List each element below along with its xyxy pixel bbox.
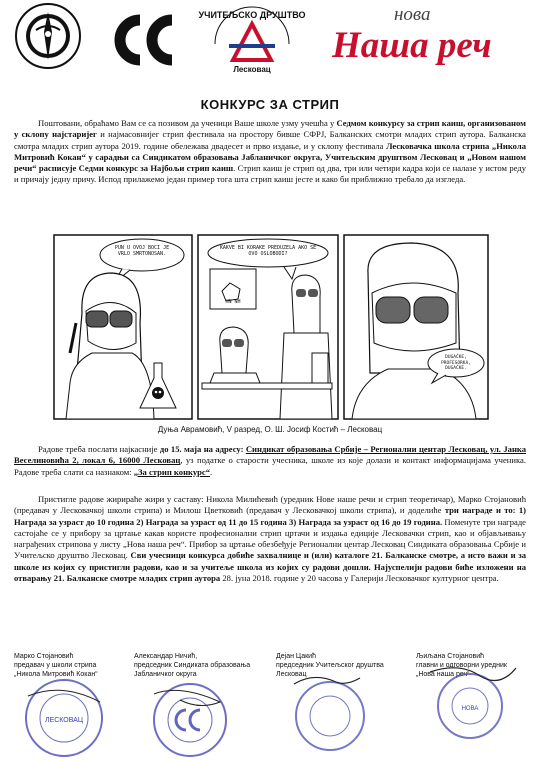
intro-text-2: и најмасовнијег стрип фестивала на простору бивше СФРЈ, Балканских смотри младих стрип аутора. Балканска смотра младих стрип аутора 2019. године обележава двадесет и прво издање, и у склопу фестивала [14, 129, 526, 151]
logo-teachers-society [198, 4, 306, 76]
signature-role: председник Синдиката образовања [134, 662, 251, 669]
jury-bold-2: Сви учесници конкурса добиће захвалнице и (или) каталоге 21. Балканске смотре, а исто важи и за школе из којих су пристигли радови, као и за учитеље школа из којих су радови дошли. Најуспелији радови биће изложени на отварању 21. Балканске смотре младих стрип аутора [14, 550, 526, 584]
signature-name: Љиљана Стојановић [416, 653, 485, 660]
handwritten-signature-1 [28, 690, 100, 702]
submission-text-3: . [210, 466, 213, 477]
intro-paragraph [14, 118, 526, 186]
jury-paragraph [14, 494, 526, 584]
logo-union [110, 14, 182, 66]
svg-text:УЧИТЕЉСКО ДРУШТВО: УЧИТЕЉСКО ДРУШТВО [198, 10, 306, 20]
jury-text-2: Поменуте три награде састојаће се у прибору за цртање какав користе професионални стрип цртачи и издања едиције Лесковачки стрип, као и објављивању награђених стрипова у листу „Нова наша реч“. Прибор за цртање обезбеђује Регионални центар Лесковац Синдиката образовања Србије и Учитељско друштво Лесковац. [14, 516, 527, 561]
signature-org: Лесковац [276, 671, 307, 678]
pen-circle-emblem-icon [14, 2, 82, 70]
panel2-speech-bubble: KAKVE BI KORAKE PREDUZELA AKO SE OVO OSLOBODI? [219, 245, 317, 257]
signature-role: председник Учитељског друштва [276, 662, 384, 669]
logo-big-text: Наша реч [332, 25, 492, 66]
comic-strip [52, 233, 490, 421]
signature-name: Дејан Цакић [276, 653, 316, 660]
jury-text-1: Пристигле радове жирираће жири у саставу: Никола Милићевић (уредник Нове наше речи и стрип теоретичар), Марко Стојановић (предавач у Лесковачкој школи стрипа) и Милош Цветковић (предавач у Лесковачкој школи стрипа), и доделиће [14, 494, 526, 516]
submission-text-1: Радове треба послати најкасније [38, 444, 160, 454]
page-title: КОНКУРС ЗА СТРИП [200, 97, 340, 112]
comic-strip-illustration [52, 233, 490, 421]
submission-address: Синдикат образовања Србије – Регионални центар Лесковац, ул. Јанка Веселиновића 2, локал 6, 16000 Лесковац [14, 444, 527, 466]
signature-block-2 [134, 652, 250, 679]
stamp-nova-nasa-rec [420, 662, 520, 744]
panel1-speech-bubble: PUN U OVOJ BOCI JE VRLO SMRTONOSAN. [114, 245, 170, 257]
logo-school-of-comics [14, 2, 82, 70]
signature-role: предавач у школи стрипа [14, 662, 97, 669]
logo-nova-nasa-rec [332, 4, 532, 74]
teachers-society-emblem-icon [198, 4, 306, 76]
submission-text-2: , уз податке о старости учесника, школе из које долази и контакт информацијама ученика. Радове треба слати са назнаком: [14, 455, 526, 477]
submission-bold-1: до 15. маја на адресу: [159, 444, 246, 454]
intro-bold-2: Лесковачка школа стрипа „Никола Митровић Кокан“ у сарадњи са Синдикатом образовања Јабланичког округа, Учитељским друштвом Лесковац и „Новом нашом речи“ расписује Седми конкурс за Најбољи стрип каиш [14, 140, 526, 174]
signature-block-1 [14, 652, 98, 679]
stamp-union [150, 680, 230, 760]
stamp-school-of-comics [22, 676, 106, 760]
stamp-text: ЛЕСКОВАЦ [44, 717, 84, 724]
intro-text-1: Поштовани, обраћамо Вам се са позивом да ученици Ваше школе узму учешћа у [38, 118, 337, 128]
svg-text:Лесковац: Лесковац [233, 65, 271, 74]
logo-small-text: нова [394, 4, 431, 25]
comic-caption: Дуња Аврамовић, V разред, О. Ш. Јосиф Костић – Лесковац [157, 425, 383, 434]
signature-org: Јабланичког округа [134, 671, 197, 678]
stamp-teachers-society [290, 670, 370, 756]
double-c-union-icon [110, 14, 182, 66]
signature-name: Александар Ничић, [134, 653, 198, 660]
signature-role: главни и одговорни уредник [416, 662, 507, 669]
stamp-text: НОВА [461, 706, 479, 712]
signature-org: „Никола Митровић Кокан“ [14, 671, 98, 678]
jury-text-3: 28. јуна 2018. године у 20 часова у Галерији Лесковачког културног центра. [220, 573, 499, 584]
signature-name: Марко Стојановић [14, 653, 74, 660]
panel2-board-formula: HN NH [225, 299, 241, 305]
intro-text-3: . Стрип каиш је стрип од два, три или четири кадра који се налазе у истом реду и причају једну причу. Испод прилажемо један пример тога шта стрип каиш јесте и како би приближно требало да изгледа. [14, 163, 527, 185]
jury-bold-1: три награде и то: 1) Награда за узраст до 10 година 2) Награда за узраст од 11 до 15 година 3) Награда за узраст од 16 до 19 година. [14, 505, 526, 527]
submission-label: „За стрип конкурс“ [133, 466, 211, 477]
signature-org: „Нова наша реч“ [416, 671, 470, 678]
intro-bold-1: Седмом конкурсу за стрип каиш, организованом у склопу најстаријег [14, 118, 526, 140]
submission-paragraph [14, 444, 526, 478]
panel3-speech-bubble: DUGAČKE, PROFESORKA, DUGAČKE. [441, 355, 471, 371]
